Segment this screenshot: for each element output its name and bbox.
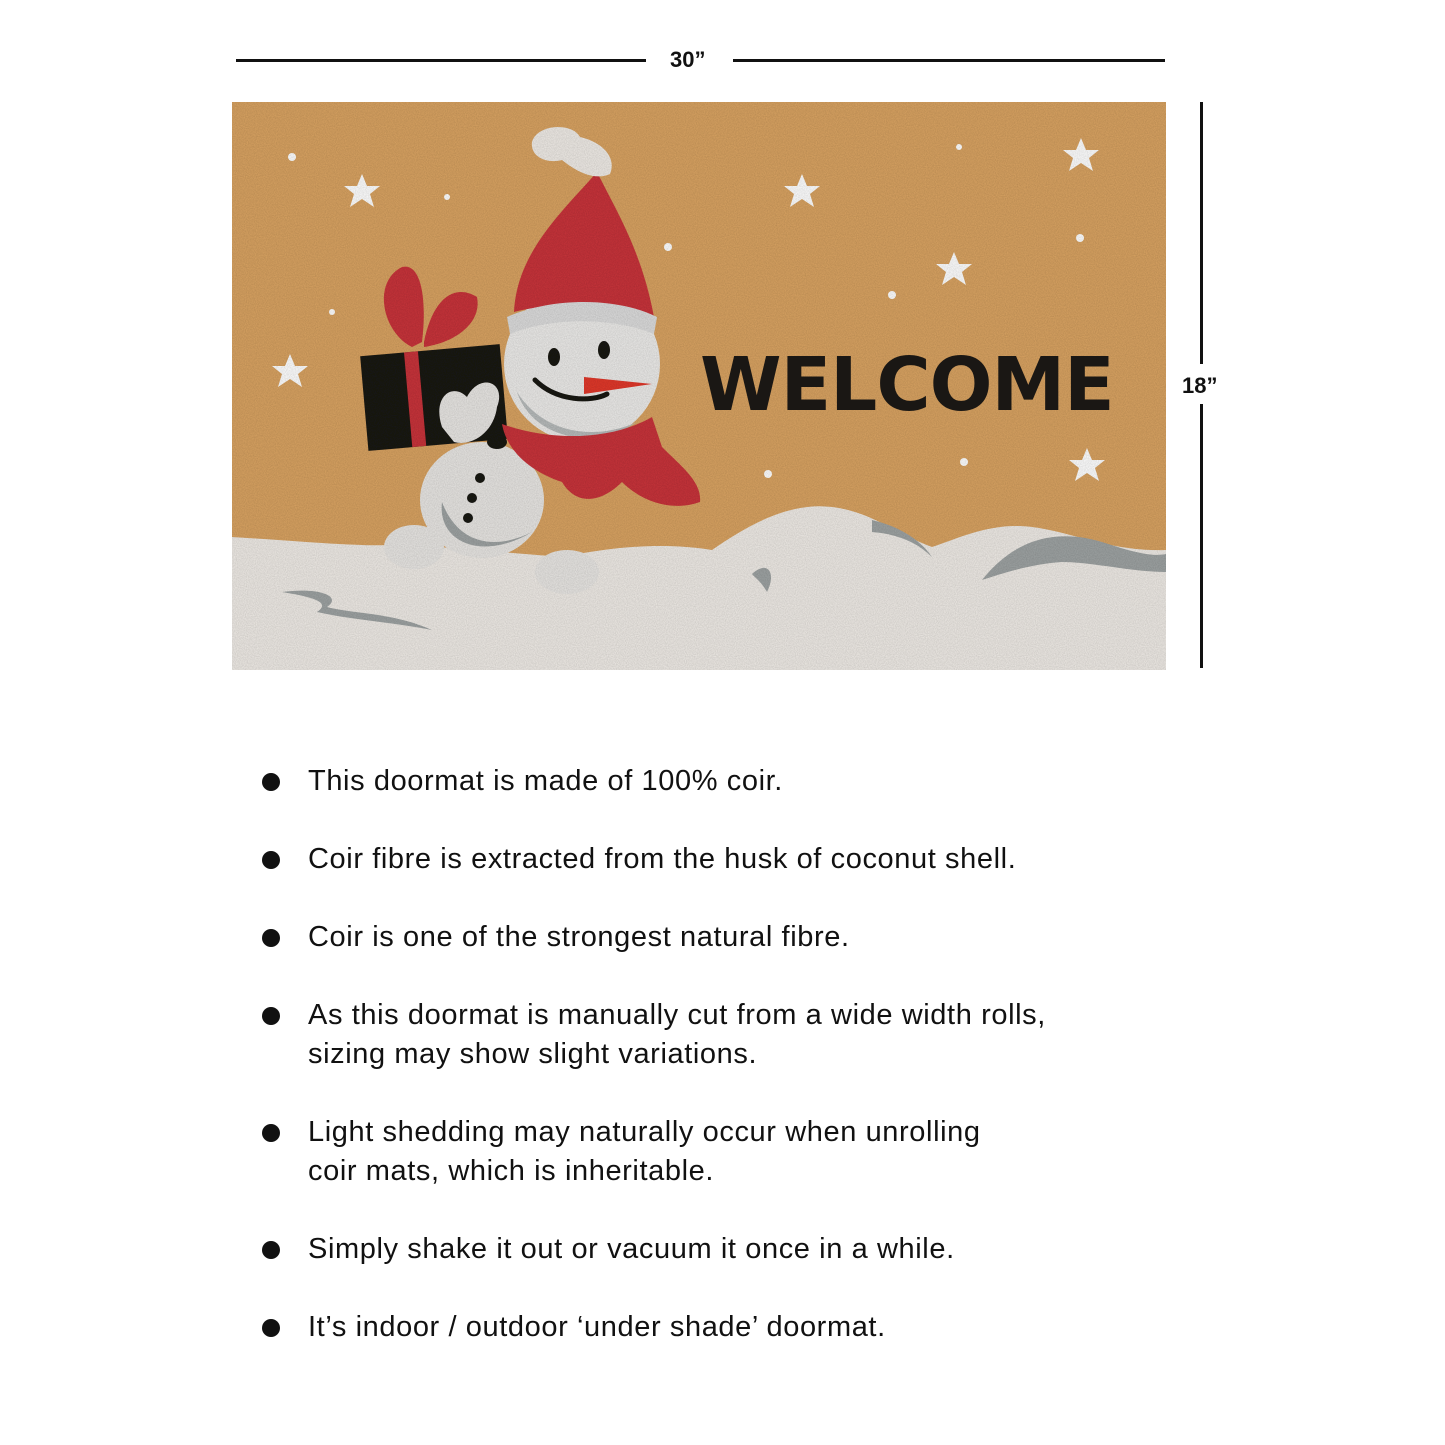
feature-text-line: sizing may show slight variations. <box>308 1038 758 1070</box>
bullet-dot-icon <box>262 1124 280 1142</box>
width-dimension-label: 30” <box>670 47 706 72</box>
feature-text: It’s indoor / outdoor ‘under shade’ doormat. <box>308 1311 886 1343</box>
snowman-button <box>463 513 473 523</box>
snowman-button <box>475 473 485 483</box>
height-dimension-label: 18” <box>1182 373 1218 398</box>
snowman-foot <box>535 550 599 594</box>
feature-text-line: Light shedding may naturally occur when unrolling <box>308 1116 981 1148</box>
snowman-eye <box>598 341 610 359</box>
feature-item <box>262 1230 1262 1269</box>
bullet-dot-icon <box>262 1319 280 1337</box>
snowman-foot <box>384 525 444 569</box>
bullet-dot-icon <box>262 1007 280 1025</box>
bullet-dot-icon <box>262 929 280 947</box>
width-dimension-line-right <box>733 59 1165 62</box>
snow-dot <box>288 153 296 161</box>
snow-dot <box>960 458 968 466</box>
feature-text: Coir is one of the strongest natural fibre. <box>308 921 850 953</box>
snow-dot <box>1076 234 1084 242</box>
bullet-dot-icon <box>262 1241 280 1259</box>
feature-item <box>262 1308 1262 1347</box>
feature-item <box>262 1113 1262 1191</box>
welcome-text: WELCOME <box>700 342 1114 428</box>
feature-item <box>262 840 1262 879</box>
feature-text: Coir fibre is extracted from the husk of coconut shell. <box>308 843 1017 875</box>
snowman-eye <box>548 348 560 366</box>
snow-dot <box>444 194 450 200</box>
snow-dot <box>664 243 672 251</box>
bullet-dot-icon <box>262 851 280 869</box>
feature-item <box>262 762 1262 801</box>
snow-dot <box>888 291 896 299</box>
feature-text-line: coir mats, which is inheritable. <box>308 1155 715 1187</box>
snowman-arm <box>487 435 507 449</box>
feature-text: Simply shake it out or vacuum it once in a while. <box>308 1233 955 1265</box>
bullet-dot-icon <box>262 773 280 791</box>
feature-text-line: As this doormat is manually cut from a wide width rolls, <box>308 999 1046 1031</box>
height-dimension-line-bottom <box>1200 404 1203 668</box>
doormat-image <box>232 102 1166 670</box>
snow-dot <box>329 309 335 315</box>
width-dimension-line-left <box>236 59 646 62</box>
snow-dot <box>956 144 962 150</box>
feature-item <box>262 996 1262 1074</box>
snowman-button <box>467 493 477 503</box>
height-dimension-line-top <box>1200 102 1203 364</box>
feature-list <box>262 762 1262 1347</box>
feature-text: This doormat is made of 100% coir. <box>308 765 783 797</box>
snow-dot <box>764 470 772 478</box>
feature-item <box>262 918 1262 957</box>
